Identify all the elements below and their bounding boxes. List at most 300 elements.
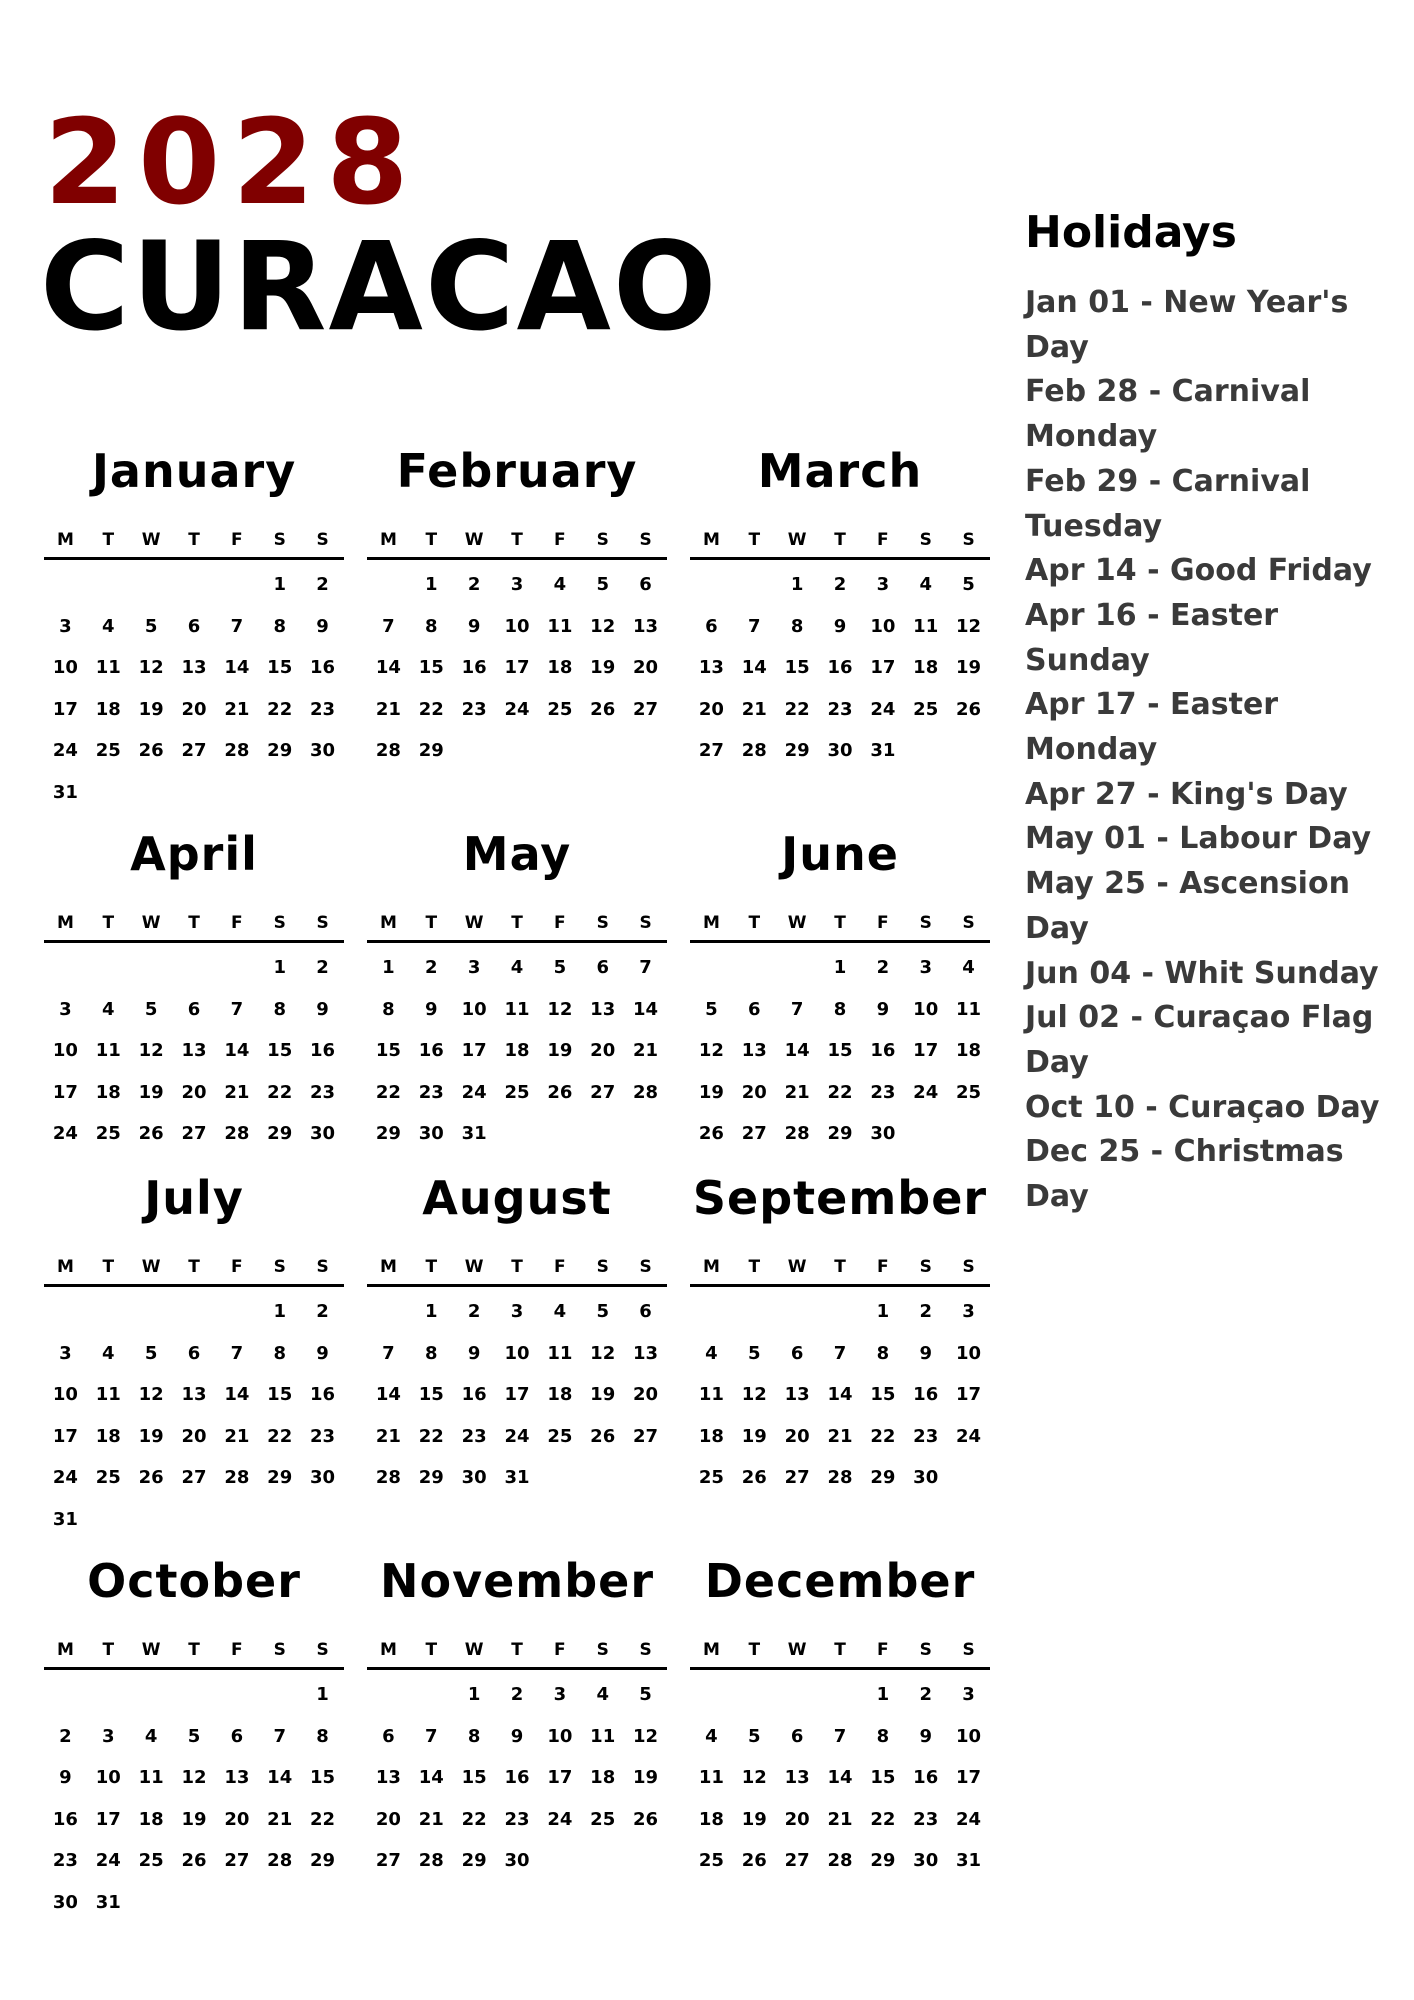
day-cell: 5 — [144, 998, 158, 1020]
day-cell: 22 — [418, 698, 444, 720]
day-cell: 23 — [310, 698, 336, 720]
day-cell: 17 — [870, 657, 896, 678]
month-name: July — [144, 1171, 244, 1225]
weekday-label: S — [919, 1257, 932, 1277]
weekday-label: T — [102, 1640, 115, 1660]
day-cell: 13 — [590, 998, 616, 1020]
day-cell: 27 — [784, 1850, 810, 1871]
day-cell: 26 — [633, 1808, 659, 1830]
day-cell: 26 — [138, 1123, 164, 1144]
day-cell: 17 — [52, 1081, 78, 1103]
day-cell: 7 — [833, 1342, 847, 1364]
weekday-header — [44, 1633, 344, 1670]
day-cell: 24 — [95, 1850, 121, 1871]
month-november — [367, 1553, 667, 1882]
weekday-label: S — [962, 1640, 975, 1660]
day-cell: 25 — [913, 698, 939, 720]
day-cell: 11 — [956, 998, 982, 1020]
day-cell: 1 — [273, 1301, 286, 1322]
weekday-header — [690, 1250, 990, 1287]
day-cell: 8 — [790, 615, 804, 637]
day-cell: 21 — [224, 698, 250, 720]
day-cell: 19 — [138, 1081, 164, 1103]
day-cell: 12 — [633, 1725, 659, 1747]
day-cell: 9 — [316, 998, 329, 1020]
weekday-label: F — [877, 530, 889, 550]
day-cell: 21 — [375, 698, 401, 720]
day-cell: 1 — [833, 957, 847, 978]
day-grid — [367, 1291, 667, 1499]
day-cell: 15 — [267, 657, 293, 678]
day-cell: 30 — [461, 1467, 487, 1488]
day-cell: 31 — [95, 1891, 121, 1913]
day-cell: 15 — [461, 1767, 487, 1788]
day-cell: 16 — [461, 1384, 487, 1405]
weekday-label: T — [511, 530, 523, 550]
day-cell: 19 — [547, 1040, 573, 1061]
day-cell: 16 — [310, 1040, 336, 1061]
empty-cell — [173, 1291, 216, 1333]
month-july — [44, 1170, 344, 1540]
empty-cell — [215, 564, 258, 606]
day-cell: 16 — [310, 1384, 336, 1405]
day-cell: 3 — [510, 1301, 524, 1322]
weekday-label: S — [639, 913, 652, 933]
day-cell: 22 — [870, 1425, 896, 1447]
day-cell: 4 — [705, 1342, 718, 1364]
empty-cell — [690, 947, 733, 989]
weekday-label: S — [962, 1257, 975, 1277]
day-cell: 21 — [418, 1808, 444, 1830]
day-cell: 26 — [138, 740, 164, 761]
day-cell: 16 — [870, 1040, 896, 1061]
day-grid — [690, 1291, 990, 1499]
day-cell: 23 — [52, 1850, 78, 1871]
empty-cell — [733, 1291, 776, 1333]
day-cell: 24 — [461, 1081, 487, 1103]
day-cell: 6 — [639, 1301, 652, 1322]
day-grid — [690, 1674, 990, 1882]
day-cell: 13 — [698, 657, 724, 678]
weekday-label: M — [702, 1257, 720, 1277]
weekday-label: W — [141, 913, 161, 933]
weekday-label: S — [962, 530, 975, 550]
empty-cell — [130, 947, 173, 989]
empty-cell — [258, 1674, 301, 1716]
day-cell: 18 — [698, 1808, 724, 1830]
empty-cell — [733, 947, 776, 989]
weekday-label: T — [188, 530, 200, 550]
empty-cell — [173, 564, 216, 606]
month-name: September — [692, 1171, 988, 1225]
day-cell: 12 — [698, 1040, 724, 1061]
day-cell: 8 — [316, 1725, 329, 1747]
day-cell: 29 — [418, 740, 444, 761]
day-cell: 3 — [102, 1725, 115, 1747]
day-cell: 27 — [181, 1467, 207, 1488]
day-cell: 24 — [52, 1467, 78, 1488]
day-cell: 16 — [913, 1384, 939, 1405]
day-cell: 17 — [956, 1767, 982, 1788]
day-grid — [367, 947, 667, 1155]
day-cell: 15 — [267, 1040, 293, 1061]
day-grid — [44, 564, 344, 813]
day-cell: 21 — [741, 698, 767, 720]
month-name: January — [91, 444, 297, 498]
day-cell: 17 — [504, 1384, 530, 1405]
day-cell: 2 — [467, 1301, 481, 1322]
weekday-label: S — [316, 1257, 329, 1277]
holiday-item: Jan 01 - New Year's Day — [1025, 285, 1349, 365]
weekday-label: F — [554, 1257, 566, 1277]
month-name: December — [704, 1554, 976, 1608]
day-cell: 4 — [919, 574, 932, 595]
day-cell: 10 — [52, 657, 78, 678]
day-cell: 23 — [827, 698, 853, 720]
day-cell: 8 — [425, 615, 438, 637]
weekday-label: M — [379, 913, 397, 933]
day-cell: 30 — [310, 1467, 336, 1488]
day-cell: 1 — [467, 1684, 481, 1705]
day-cell: 27 — [784, 1467, 810, 1488]
day-cell: 1 — [425, 1301, 438, 1322]
day-cell: 8 — [467, 1725, 481, 1747]
day-cell: 4 — [962, 957, 975, 978]
day-cell: 20 — [633, 1384, 659, 1405]
weekday-label: F — [877, 1257, 889, 1277]
day-cell: 12 — [138, 1384, 164, 1405]
day-cell: 21 — [375, 1425, 401, 1447]
day-cell: 18 — [547, 657, 573, 678]
weekday-label: S — [962, 913, 975, 933]
day-cell: 28 — [784, 1123, 810, 1144]
month-name: October — [87, 1554, 301, 1608]
day-cell: 9 — [919, 1342, 932, 1364]
weekday-label: M — [702, 530, 720, 550]
holiday-item: May 01 - Labour Day — [1025, 821, 1372, 857]
holiday-item: Apr 27 - King's Day — [1025, 776, 1348, 812]
weekday-header — [690, 1633, 990, 1670]
day-cell: 25 — [95, 740, 121, 761]
day-cell: 8 — [876, 1342, 890, 1364]
day-cell: 25 — [547, 1425, 573, 1447]
weekday-label: T — [188, 1257, 200, 1277]
day-cell: 18 — [138, 1808, 164, 1830]
day-cell: 24 — [52, 1123, 78, 1144]
weekday-header — [44, 1250, 344, 1287]
day-cell: 17 — [52, 698, 78, 720]
day-cell: 29 — [784, 740, 810, 761]
day-cell: 11 — [698, 1767, 724, 1788]
day-grid — [690, 564, 990, 772]
weekday-label: S — [316, 530, 329, 550]
weekday-label: T — [834, 913, 846, 933]
day-cell: 11 — [547, 615, 573, 637]
month-june — [690, 826, 990, 1155]
empty-cell — [87, 1291, 130, 1333]
weekday-label: W — [787, 1640, 807, 1660]
day-cell: 17 — [913, 1040, 939, 1061]
day-cell: 12 — [138, 1040, 164, 1061]
day-cell: 8 — [273, 998, 286, 1020]
day-cell: 30 — [913, 1467, 939, 1488]
weekday-label: T — [511, 913, 523, 933]
day-cell: 3 — [59, 1342, 72, 1364]
day-cell: 10 — [504, 615, 530, 637]
weekday-label: M — [56, 1640, 74, 1660]
weekday-label: T — [102, 1257, 115, 1277]
day-cell: 10 — [52, 1384, 78, 1405]
day-cell: 13 — [633, 1342, 659, 1364]
day-cell: 12 — [741, 1384, 767, 1405]
day-cell: 30 — [870, 1123, 896, 1144]
day-cell: 9 — [467, 615, 481, 637]
day-cell: 24 — [52, 740, 78, 761]
weekday-label: T — [834, 1640, 846, 1660]
empty-cell — [733, 564, 776, 606]
day-cell: 23 — [461, 698, 487, 720]
day-cell: 15 — [310, 1767, 336, 1788]
day-cell: 12 — [956, 615, 982, 637]
day-cell: 5 — [705, 998, 718, 1020]
weekday-label: S — [273, 1257, 286, 1277]
weekday-label: T — [188, 913, 200, 933]
weekday-header — [367, 906, 667, 943]
day-cell: 1 — [876, 1684, 890, 1705]
day-cell: 26 — [590, 1425, 616, 1447]
day-cell: 24 — [913, 1081, 939, 1103]
day-cell: 23 — [913, 1425, 939, 1447]
day-cell: 14 — [267, 1767, 293, 1788]
day-cell: 20 — [181, 1081, 207, 1103]
weekday-label: F — [877, 913, 889, 933]
day-cell: 11 — [95, 1384, 121, 1405]
day-cell: 7 — [748, 615, 761, 637]
weekday-label: M — [379, 1257, 397, 1277]
day-cell: 1 — [876, 1301, 890, 1322]
day-cell: 18 — [95, 698, 121, 720]
day-cell: 2 — [425, 957, 438, 978]
weekday-label: T — [834, 1257, 846, 1277]
day-cell: 2 — [316, 1301, 329, 1322]
day-cell: 12 — [590, 1342, 616, 1364]
month-name: June — [781, 827, 899, 881]
day-cell: 11 — [547, 1342, 573, 1364]
day-cell: 6 — [748, 998, 761, 1020]
weekday-label: T — [748, 913, 761, 933]
day-cell: 11 — [590, 1725, 616, 1747]
day-cell: 16 — [52, 1808, 78, 1830]
day-cell: 29 — [267, 740, 293, 761]
day-cell: 11 — [95, 1040, 121, 1061]
weekday-label: S — [919, 913, 932, 933]
day-cell: 10 — [52, 1040, 78, 1061]
day-cell: 19 — [956, 657, 982, 678]
day-cell: 29 — [267, 1123, 293, 1144]
day-cell: 4 — [102, 615, 115, 637]
day-cell: 6 — [705, 615, 718, 637]
country-title: CURACAO — [40, 216, 719, 358]
month-january — [44, 443, 344, 813]
day-cell: 31 — [52, 781, 78, 803]
day-cell: 28 — [267, 1850, 293, 1871]
day-cell: 10 — [913, 998, 939, 1020]
empty-cell — [130, 1291, 173, 1333]
weekday-label: M — [56, 530, 74, 550]
day-cell: 4 — [553, 1301, 567, 1322]
day-cell: 9 — [876, 998, 890, 1020]
day-grid — [44, 1674, 344, 1923]
weekday-label: T — [425, 1640, 438, 1660]
day-cell: 31 — [52, 1508, 78, 1530]
day-cell: 4 — [144, 1725, 158, 1747]
day-cell: 16 — [913, 1767, 939, 1788]
day-cell: 18 — [547, 1384, 573, 1405]
day-cell: 5 — [596, 1301, 609, 1322]
day-grid — [367, 564, 667, 772]
weekday-label: W — [464, 913, 484, 933]
day-cell: 23 — [913, 1808, 939, 1830]
day-cell: 7 — [639, 957, 652, 978]
day-cell: 1 — [382, 957, 395, 978]
month-october — [44, 1553, 344, 1923]
day-cell: 18 — [956, 1040, 982, 1061]
empty-cell — [690, 1674, 733, 1716]
day-cell: 1 — [425, 574, 438, 595]
empty-cell — [87, 947, 130, 989]
holiday-item: Jul 02 - Curaçao Flag Day — [1025, 1000, 1374, 1080]
day-cell: 20 — [698, 698, 724, 720]
day-cell: 7 — [230, 615, 244, 637]
day-cell: 25 — [138, 1850, 164, 1871]
day-cell: 29 — [461, 1850, 487, 1871]
day-cell: 6 — [230, 1725, 244, 1747]
day-cell: 22 — [827, 1081, 853, 1103]
day-cell: 2 — [919, 1684, 932, 1705]
weekday-label: M — [56, 913, 74, 933]
day-grid — [690, 947, 990, 1155]
day-cell: 15 — [827, 1040, 853, 1061]
weekday-label: S — [273, 1640, 286, 1660]
weekday-label: T — [748, 1640, 761, 1660]
day-cell: 26 — [741, 1850, 767, 1871]
day-cell: 3 — [876, 574, 890, 595]
day-cell: 20 — [224, 1808, 250, 1830]
weekday-label: F — [877, 1640, 889, 1660]
day-grid — [44, 947, 344, 1155]
month-name: August — [422, 1171, 612, 1225]
empty-cell — [215, 947, 258, 989]
weekday-label: M — [702, 913, 720, 933]
holiday-item: Apr 17 - Easter Monday — [1025, 687, 1279, 768]
day-cell: 21 — [784, 1081, 810, 1103]
day-cell: 29 — [418, 1467, 444, 1488]
day-cell: 6 — [187, 1342, 201, 1364]
weekday-label: W — [787, 1257, 807, 1277]
day-cell: 27 — [633, 698, 659, 720]
day-cell: 16 — [310, 657, 336, 678]
day-cell: 29 — [310, 1850, 336, 1871]
day-cell: 13 — [741, 1040, 767, 1061]
day-cell: 16 — [461, 657, 487, 678]
day-cell: 16 — [504, 1767, 530, 1788]
day-cell: 4 — [510, 957, 524, 978]
weekday-label: T — [748, 530, 761, 550]
day-cell: 20 — [784, 1425, 810, 1447]
weekday-label: W — [141, 530, 161, 550]
day-cell: 11 — [504, 998, 530, 1020]
day-cell: 30 — [913, 1850, 939, 1871]
day-cell: 20 — [741, 1081, 767, 1103]
day-cell: 15 — [418, 1384, 444, 1405]
day-cell: 26 — [547, 1081, 573, 1103]
day-cell: 6 — [596, 957, 609, 978]
weekday-label: W — [464, 1257, 484, 1277]
day-grid — [44, 1291, 344, 1540]
empty-cell — [215, 1674, 258, 1716]
day-cell: 15 — [418, 657, 444, 678]
day-cell: 29 — [267, 1467, 293, 1488]
day-cell: 5 — [596, 574, 609, 595]
day-cell: 14 — [375, 1384, 401, 1405]
month-name: May — [462, 827, 572, 881]
weekday-label: F — [231, 913, 243, 933]
day-cell: 14 — [827, 1767, 853, 1788]
day-cell: 9 — [316, 1342, 329, 1364]
day-cell: 7 — [273, 1725, 286, 1747]
day-cell: 10 — [95, 1767, 121, 1788]
day-cell: 27 — [181, 1123, 207, 1144]
day-cell: 28 — [375, 1467, 401, 1488]
holiday-item: Apr 16 - Easter Sunday — [1025, 597, 1279, 678]
day-cell: 15 — [375, 1040, 401, 1061]
day-cell: 11 — [95, 657, 121, 678]
day-cell: 8 — [876, 1725, 890, 1747]
day-cell: 26 — [698, 1123, 724, 1144]
day-cell: 14 — [827, 1384, 853, 1405]
holiday-item: Dec 25 - Christmas Day — [1025, 1134, 1344, 1215]
weekday-label: W — [787, 913, 807, 933]
day-cell: 1 — [273, 574, 286, 595]
empty-cell — [44, 1674, 87, 1716]
day-cell: 6 — [639, 574, 652, 595]
day-cell: 14 — [224, 1040, 250, 1061]
weekday-label: S — [273, 913, 286, 933]
day-cell: 7 — [230, 998, 244, 1020]
day-cell: 20 — [375, 1808, 401, 1830]
month-december — [690, 1553, 990, 1882]
day-cell: 9 — [316, 615, 329, 637]
empty-cell — [690, 1291, 733, 1333]
day-cell: 14 — [224, 1384, 250, 1405]
day-cell: 14 — [741, 657, 767, 678]
day-cell: 12 — [547, 998, 573, 1020]
day-cell: 13 — [224, 1767, 250, 1788]
day-cell: 9 — [425, 998, 438, 1020]
day-cell: 23 — [310, 1425, 336, 1447]
day-cell: 19 — [590, 1384, 616, 1405]
day-cell: 27 — [698, 740, 724, 761]
weekday-label: F — [231, 530, 243, 550]
empty-cell — [173, 947, 216, 989]
month-september — [690, 1170, 990, 1499]
day-cell: 31 — [504, 1467, 530, 1488]
day-cell: 19 — [181, 1808, 207, 1830]
day-cell: 20 — [181, 698, 207, 720]
day-cell: 23 — [870, 1081, 896, 1103]
day-cell: 18 — [504, 1040, 530, 1061]
empty-cell — [733, 1674, 776, 1716]
